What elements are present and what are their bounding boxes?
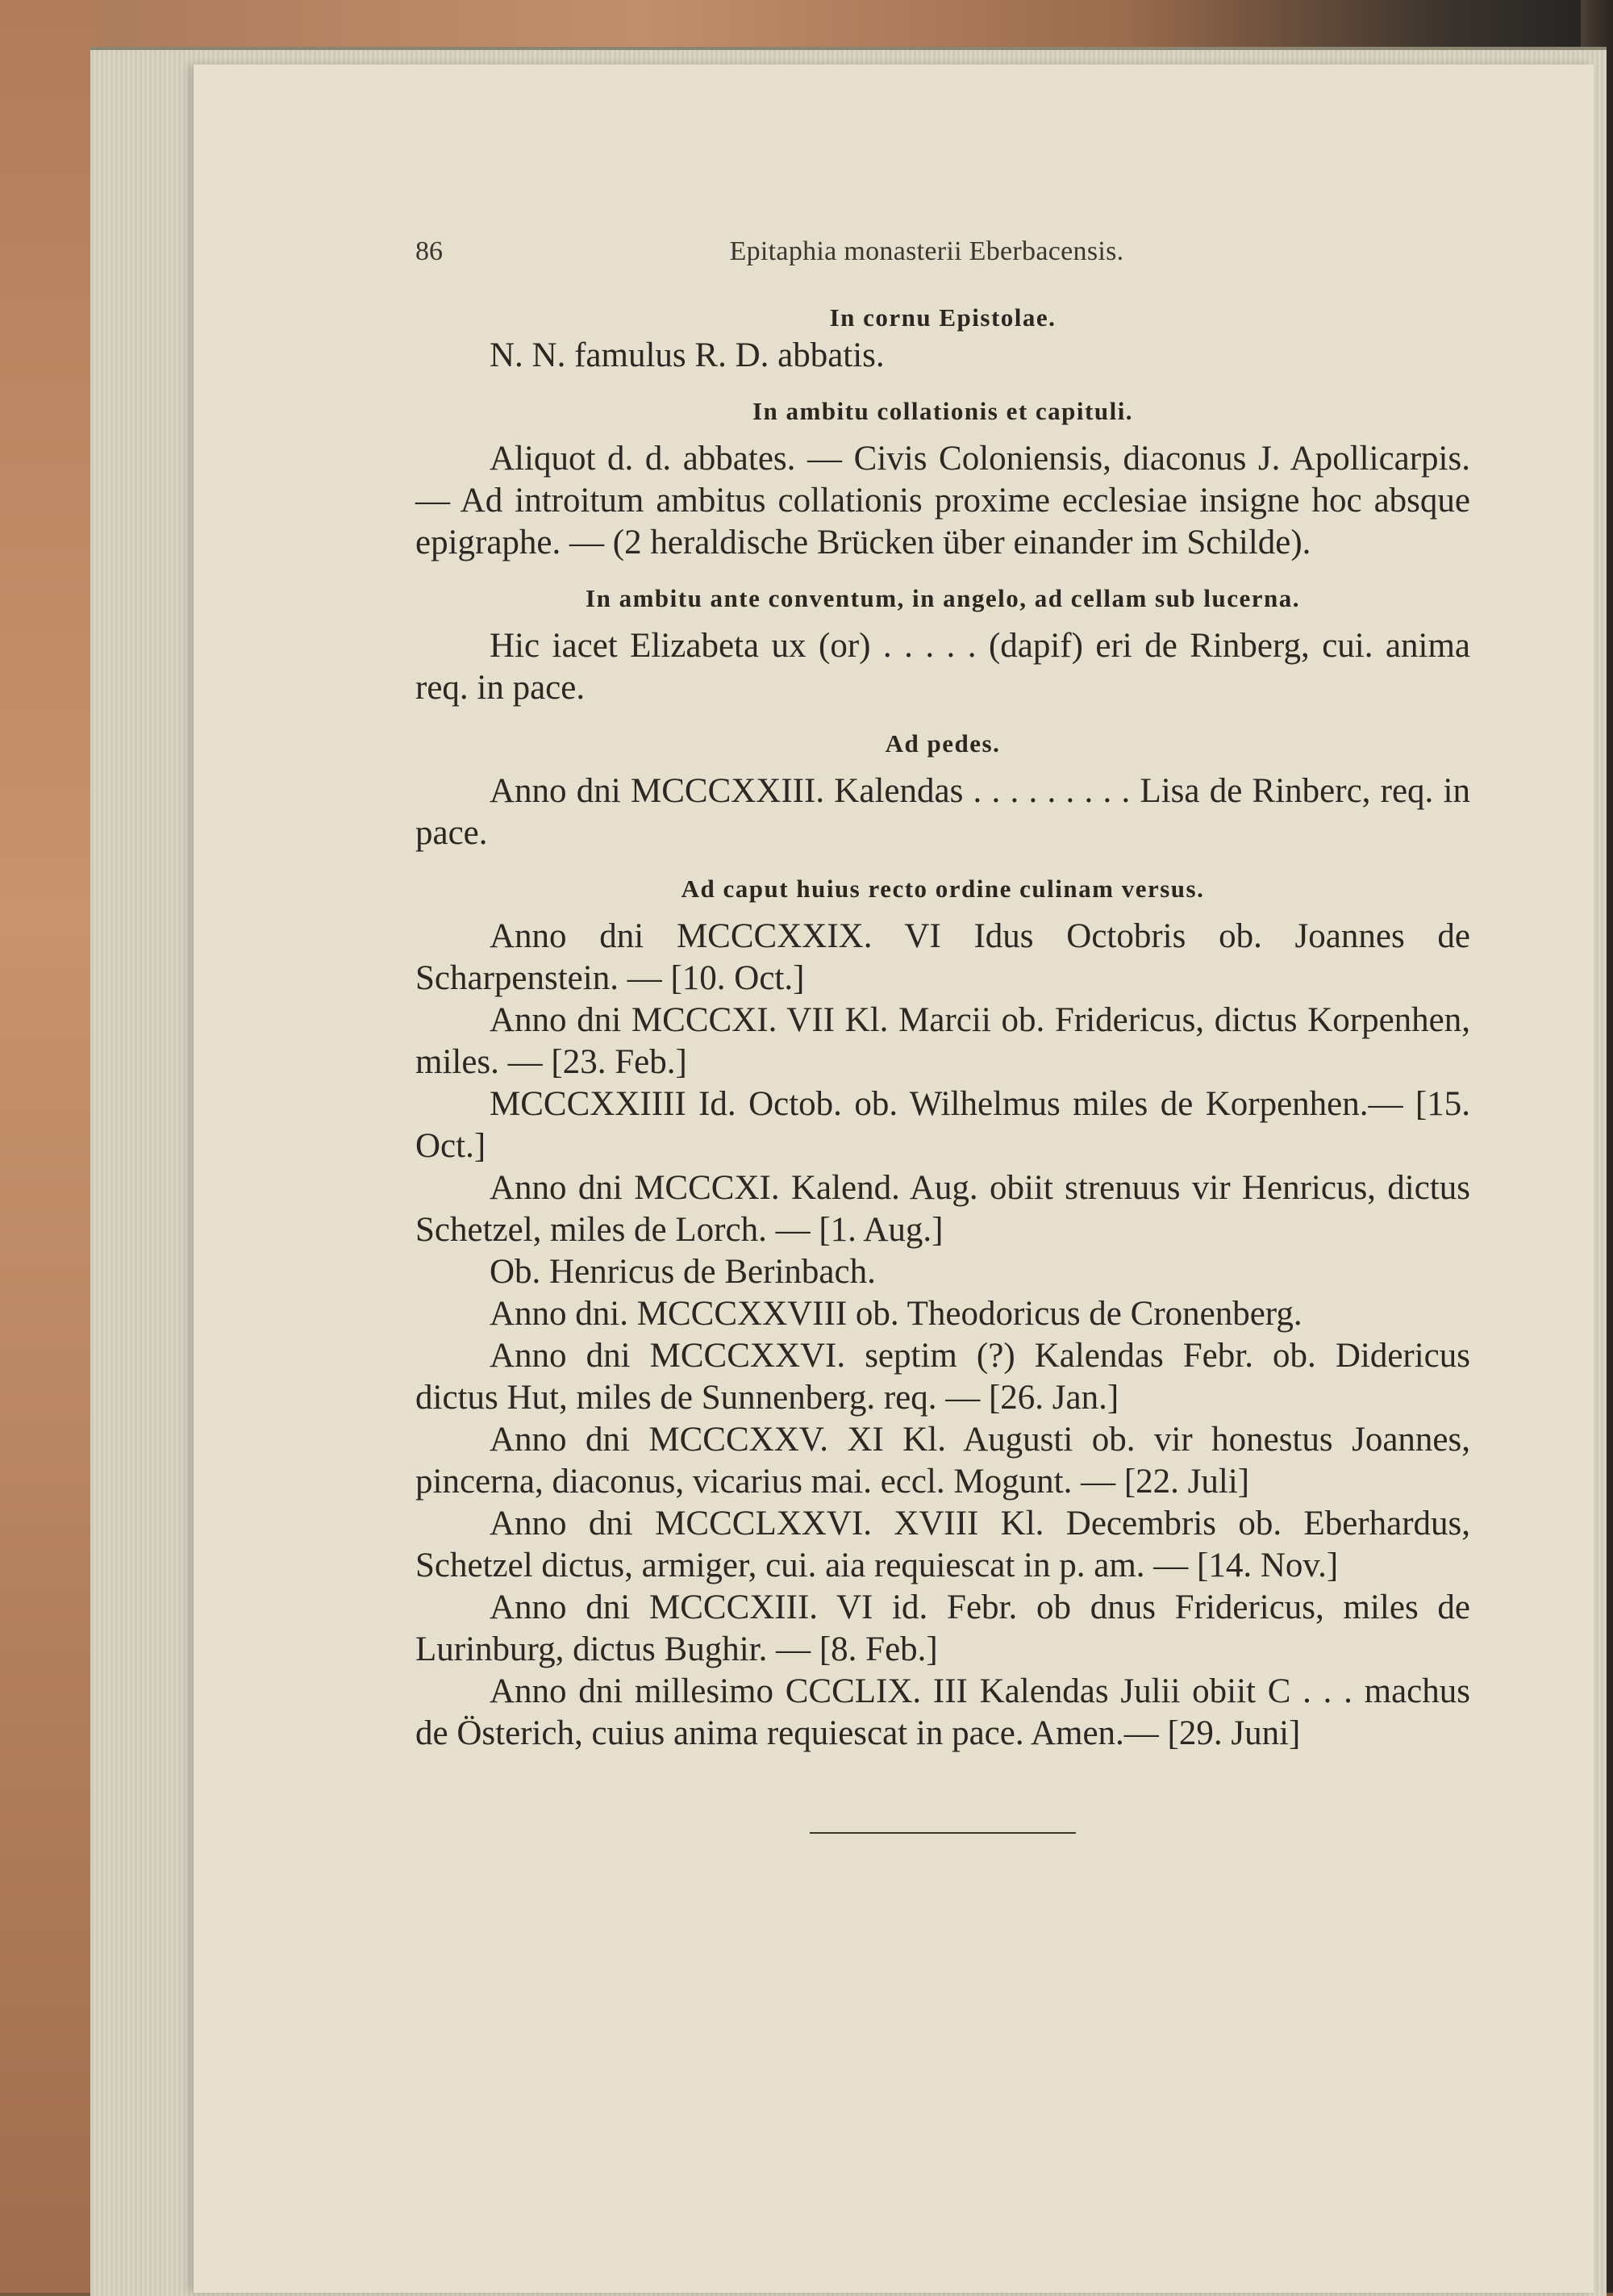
section-heading: In cornu Epistolae.	[829, 303, 1057, 332]
running-header	[415, 231, 1470, 273]
entry: Anno dni millesimo CCCLIX. III Kalendas Julii obiit C . . . machus de Österich, cuius anima requiescat in pace. Amen.— [29. Juni]	[415, 1672, 1470, 1752]
section-heading: In ambitu collationis et capituli.	[752, 397, 1134, 425]
entry: Anno dni MCCCXXV. XI Kl. Augusti ob. vir honestus Joannes, pincerna, diaconus, vicarius mai. eccl. Mogunt. — [22. Juli]	[415, 1421, 1470, 1501]
running-title: Epitaphia monasterii Eberbacensis.	[729, 236, 1124, 266]
entry: MCCCXXIIII Id. Octob. ob. Wilhelmus miles de Korpenhen.— [15. Oct.]	[415, 1085, 1470, 1165]
entry: Ob. Henricus de Berinbach.	[490, 1253, 876, 1291]
paragraph: N. N. famulus R. D. abbatis.	[490, 336, 885, 374]
entry: Anno dni. MCCCXXVIII ob. Theodoricus de Cronenberg.	[490, 1295, 1302, 1333]
paragraph: Anno dni MCCCXXIII. Kalendas . . . . . . . . . Lisa de Rinberc, req. in pace.	[415, 772, 1470, 852]
section-heading: In ambitu ante conventum, in angelo, ad cellam sub lucerna.	[586, 584, 1300, 612]
entry: Anno dni MCCCXXVI. septim (?) Kalendas Febr. ob. Didericus dictus Hut, miles de Sunnenberg. req. — [26. Jan.]	[415, 1337, 1470, 1417]
entry: Anno dni MCCCXXIX. VI Idus Octobris ob. Joannes de Scharpenstein. — [10. Oct.]	[415, 917, 1470, 997]
entry: Anno dni MCCCXI. VII Kl. Marcii ob. Fridericus, dictus Korpenhen, miles. — [23. Feb.]	[415, 1001, 1470, 1081]
page-number: 86	[415, 236, 443, 266]
entry: Anno dni MCCCLXXVI. XVIII Kl. Decembris ob. Eberhardus, Schetzel dictus, armiger, cui. aia requiescat in p. am. — [14. Nov.]	[415, 1505, 1470, 1584]
entry: Anno dni MCCCXIII. VI id. Febr. ob dnus Fridericus, miles de Lurinburg, dictus Bughir. — [8. Feb.]	[415, 1588, 1470, 1668]
paragraph: Aliquot d. d. abbates. — Civis Coloniensis, diaconus J. Apollicarpis. — Ad introitum ambitus collationis proxime ecclesiae insigne hoc absque epigraphe. — (2 heraldische Brücken über einander im Schilde).	[415, 440, 1470, 561]
section-heading: Ad caput huius recto ordine culinam versus.	[681, 875, 1205, 903]
page-text-block	[415, 231, 1470, 1834]
closing-rule	[810, 1832, 1076, 1834]
section-heading: Ad pedes.	[885, 729, 1001, 758]
entry: Anno dni MCCCXI. Kalend. Aug. obiit strenuus vir Henricus, dictus Schetzel, miles de Lorch. — [1. Aug.]	[415, 1169, 1470, 1249]
book-cover-left	[0, 0, 97, 2293]
paragraph: Hic iacet Elizabeta ux (or) . . . . . (dapif) eri de Rinberg, cui. anima req. in pace.	[415, 627, 1470, 707]
